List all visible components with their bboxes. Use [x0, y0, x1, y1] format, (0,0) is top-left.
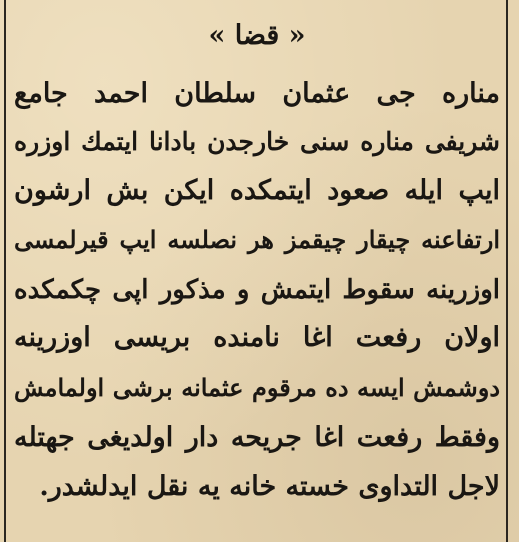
article-line-1: مناره جی عثمان سلطان احمد جامع [14, 78, 500, 109]
column-rule-left [4, 0, 6, 542]
column-rule-right [506, 0, 508, 542]
article-line-9: لاجل التداوی خسته خانه یه نقل ایدلشدر. [39, 471, 500, 502]
article-line-7: دوشمش ایسه ده مرقوم عثمانه برشی اولمامش [14, 373, 500, 402]
article-column [14, 8, 500, 536]
article-line-6: اولان رفعت اغا نامنده بریسی اوزرینه [14, 322, 500, 353]
article-line-4: ارتفاعنه چیقار چیقمز هر نصلسه ایپ قیرلمسی [14, 225, 500, 254]
article-line-5: اوزرینه سقوط ایتمش و مذکور اپی چکمکده [14, 275, 500, 305]
article-line-3: ایپ ایله صعود ایتمکده ایکن بش ارشون [14, 175, 500, 206]
article-line-2: شریفی مناره سنی خارجدن بادانا ایتمك اوزره [14, 127, 500, 156]
article-heading: « قضا » [208, 20, 306, 51]
article-line-8: وفقط رفعت اغا جریحه دار اولدیغی جهتله [14, 422, 500, 453]
